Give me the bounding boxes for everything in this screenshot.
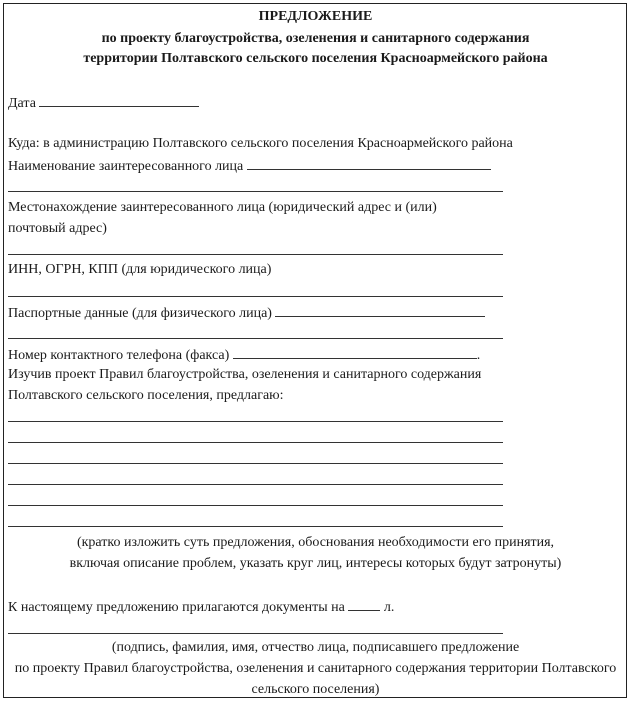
location-label-line1: Местонахождение заинтересованного лица (юридический адрес и (или) <box>8 200 437 215</box>
phone-field[interactable] <box>233 346 477 359</box>
document-title: ПРЕДЛОЖЕНИЕ <box>258 9 373 24</box>
proposal-line-2[interactable] <box>8 442 503 443</box>
date-field[interactable] <box>39 94 199 107</box>
name-label: Наименование заинтересованного лица <box>8 159 244 174</box>
date-label: Дата <box>8 96 36 111</box>
proposal-line-4[interactable] <box>8 484 503 485</box>
document-subtitle-line2: территории Полтавского сельского поселения Красноармейского района <box>83 51 548 66</box>
proposal-line-1[interactable] <box>8 421 503 422</box>
hint-line1: (кратко изложить суть предложения, обоснования необходимости его принятия, <box>76 535 555 550</box>
inn-field[interactable] <box>8 296 503 297</box>
date-row <box>8 94 199 112</box>
passport-label: Паспортные данные (для физического лица) <box>8 306 272 321</box>
document-subtitle-line1: по проекту благоустройства, озеленения и санитарного содержания <box>101 31 530 46</box>
proposal-line-6[interactable] <box>8 526 503 527</box>
phone-label: Номер контактного телефона (факса) <box>8 348 230 363</box>
study-line2: Полтавского сельского поселения, предлагаю: <box>8 388 284 403</box>
proposal-line-3[interactable] <box>8 463 503 464</box>
signature-field[interactable] <box>8 633 503 634</box>
name-field-continuation[interactable] <box>8 191 503 192</box>
name-row <box>8 157 491 175</box>
location-field[interactable] <box>8 254 503 255</box>
passport-row <box>8 304 485 322</box>
passport-field[interactable] <box>275 304 485 317</box>
attach-label: К настоящему предложению прилагаются документы на <box>8 600 345 615</box>
to-label: Куда: в администрацию Полтавского сельского поселения Красноармейского района <box>8 136 513 151</box>
attach-count-field[interactable] <box>348 598 380 611</box>
signature-line2: по проекту Правил благоустройства, озеленения и санитарного содержания территории Полтавского <box>14 661 617 676</box>
attach-unit: л. <box>383 600 395 615</box>
phone-end: . <box>476 348 481 363</box>
inn-label: ИНН, ОГРН, КПП (для юридического лица) <box>8 262 272 277</box>
name-field[interactable] <box>247 157 491 170</box>
proposal-line-5[interactable] <box>8 505 503 506</box>
location-label-line2: почтовый адрес) <box>8 221 107 236</box>
study-line1: Изучив проект Правил благоустройства, озеленения и санитарного содержания <box>8 367 482 382</box>
hint-line2: включая описание проблем, указать круг лиц, интересы которых будут затронуты) <box>69 556 562 571</box>
phone-row <box>8 346 480 364</box>
signature-line1: (подпись, фамилия, имя, отчество лица, подписавшего предложение <box>111 640 520 655</box>
passport-field-continuation[interactable] <box>8 338 503 339</box>
signature-line3: сельского поселения) <box>251 682 380 697</box>
attach-row <box>8 598 394 616</box>
